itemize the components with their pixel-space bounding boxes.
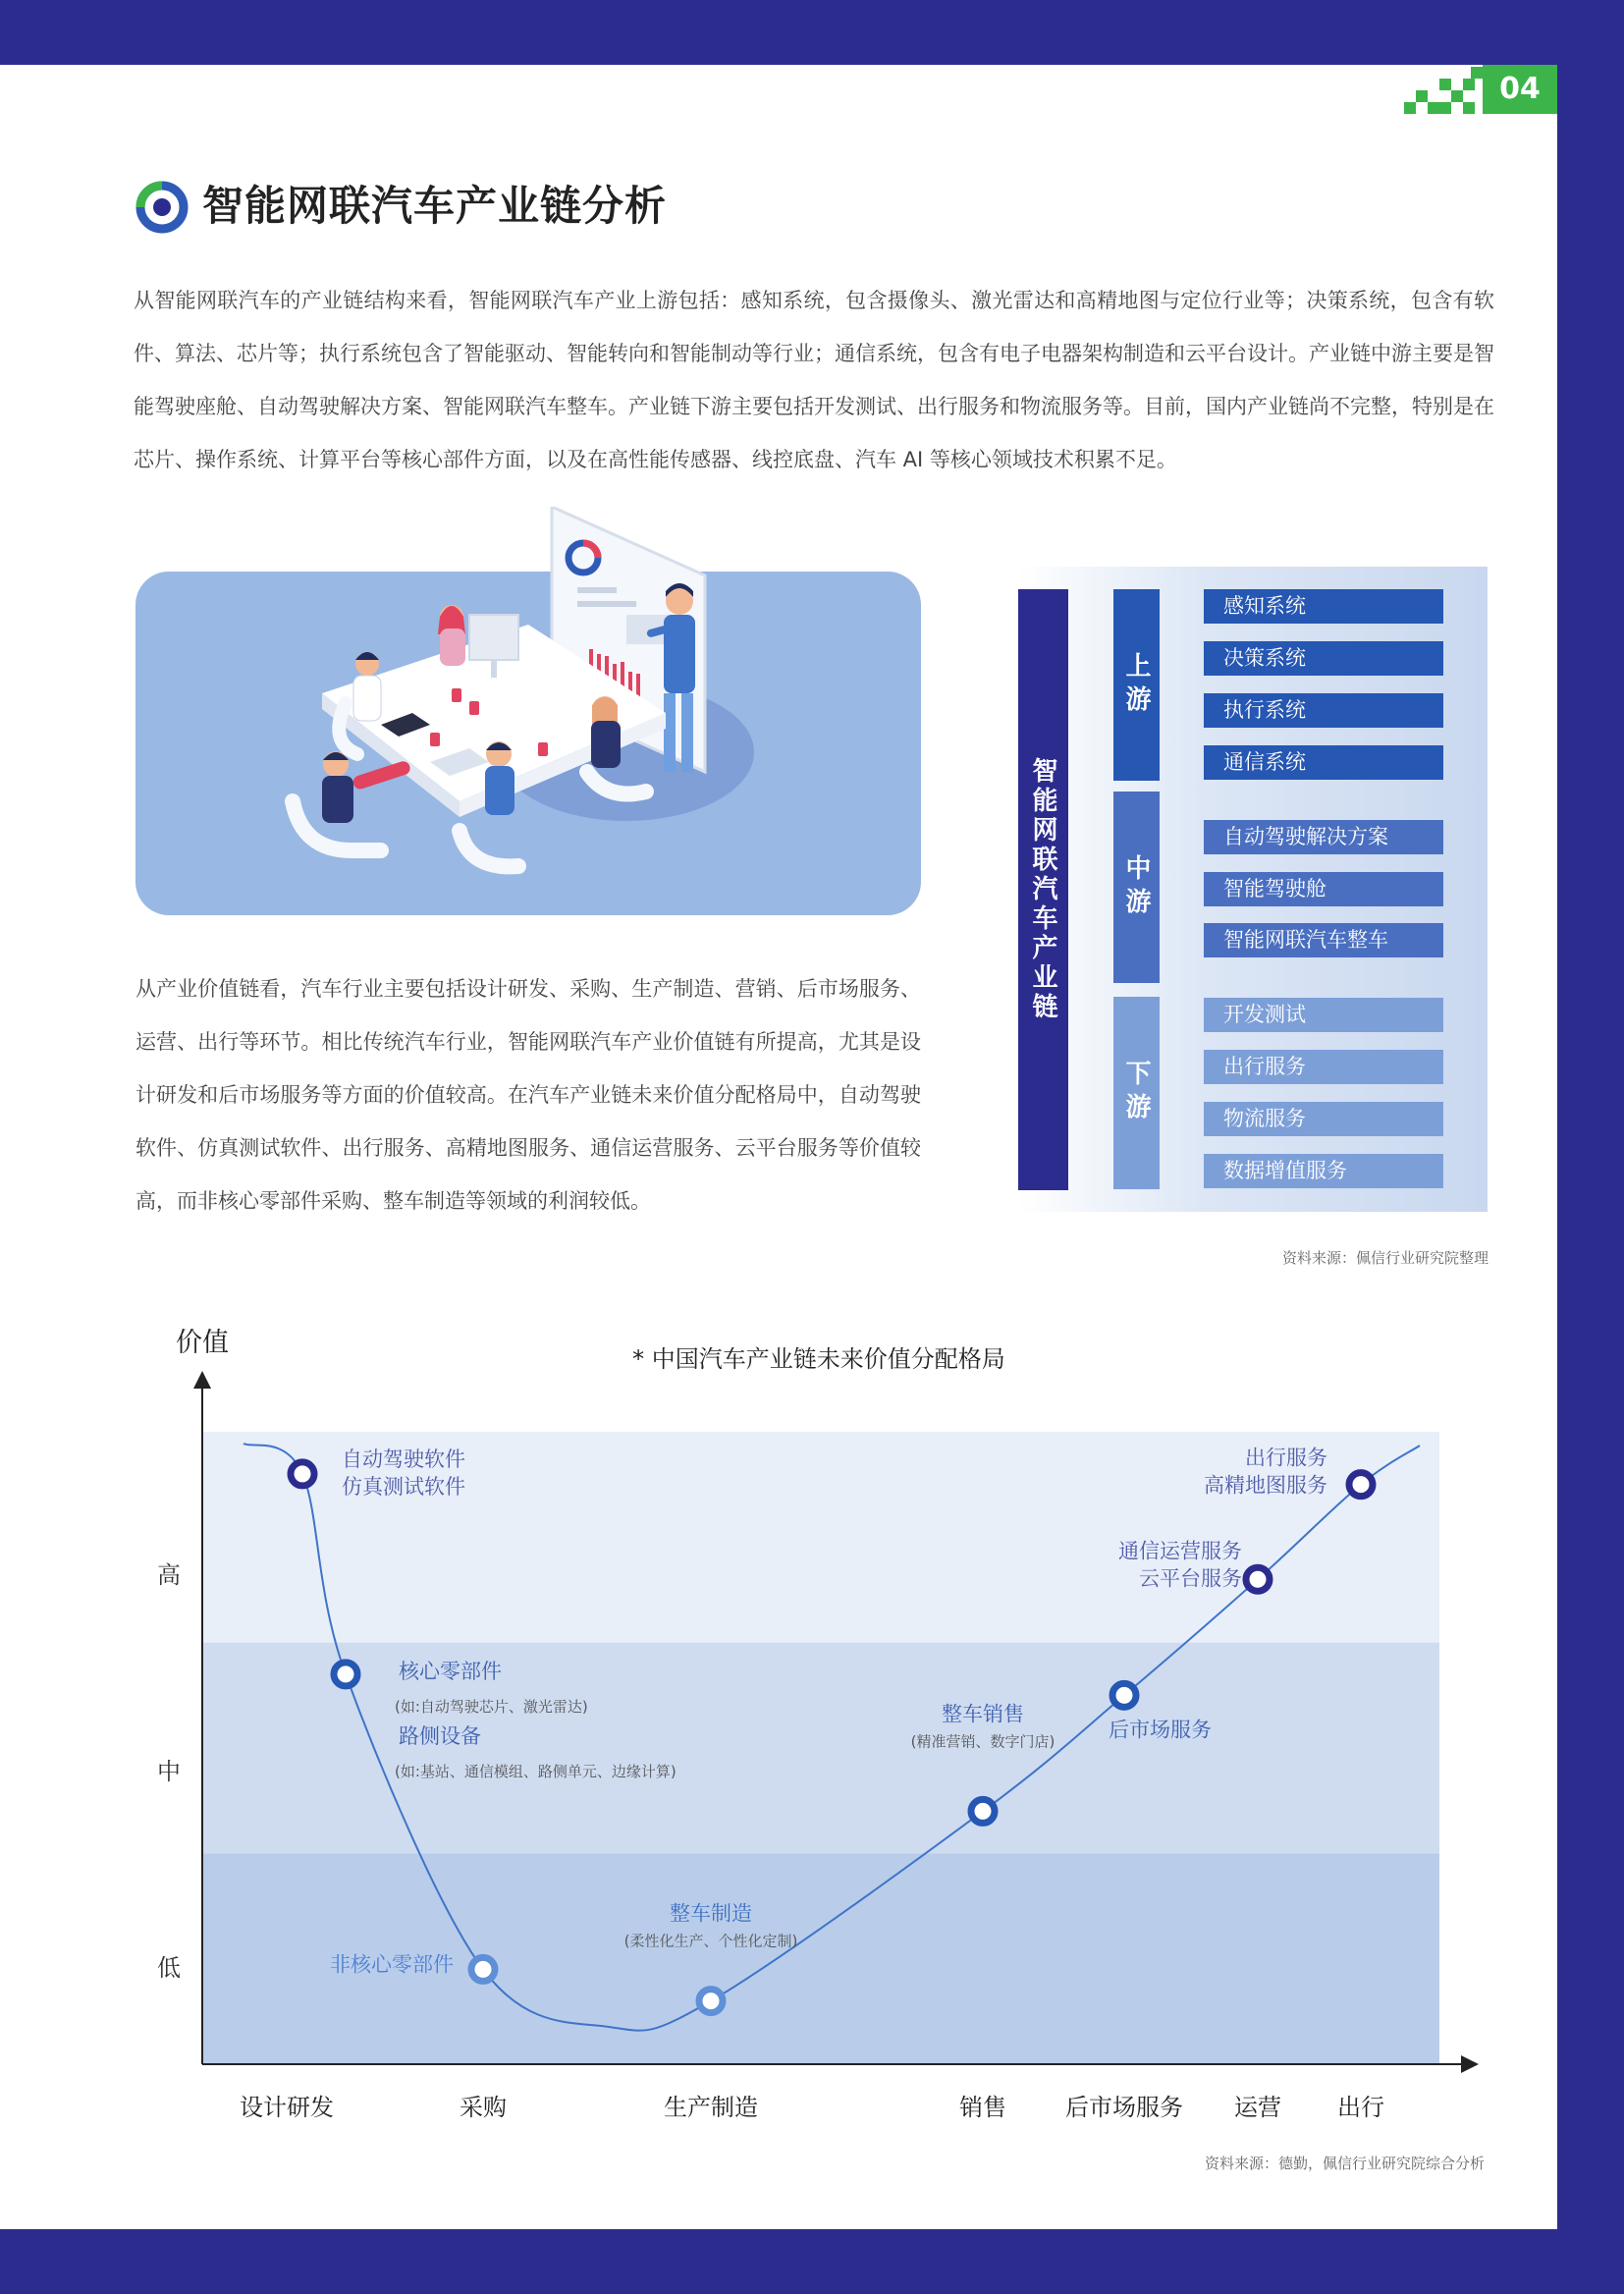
value-point-marker <box>1246 1567 1270 1591</box>
y-axis-label: 价值 <box>176 1328 229 1358</box>
value-distribution-chart <box>0 1306 1624 2170</box>
page-number: 04 <box>1499 72 1541 106</box>
value-point-note: (精准营销、数字门店) <box>910 1732 1056 1751</box>
value-point-marker <box>699 1990 723 2013</box>
team-meeting-illustration <box>135 507 921 919</box>
value-point-marker <box>471 1957 495 1981</box>
x-tick-label: 生产制造 <box>664 2094 758 2121</box>
x-tick-label: 运营 <box>1234 2094 1281 2121</box>
tier-midstream-label: 中游 <box>1121 853 1151 921</box>
industry-chain-main-label: 智能网联汽车产业链 <box>1028 757 1057 1022</box>
value-point-marker <box>971 1799 995 1823</box>
chain-item: 感知系统 <box>1204 589 1443 624</box>
value-point-label: 云平台服务 <box>1139 1566 1242 1591</box>
tier-upstream <box>1113 589 1160 781</box>
value-point-label: 非核心零部件 <box>330 1952 454 1977</box>
value-point-label: 自动驾驶软件 <box>342 1447 465 1471</box>
value-point-label: 整车销售 <box>942 1702 1024 1726</box>
value-point-label: 核心零部件 <box>399 1659 502 1683</box>
chain-source-note: 资料来源：佩信行业研究院整理 <box>1281 1249 1489 1267</box>
chart-title: * 中国汽车产业链未来价值分配格局 <box>632 1345 1005 1373</box>
value-point-label: 路侧设备 <box>399 1723 481 1748</box>
x-tick-label: 销售 <box>959 2094 1006 2121</box>
value-point-label: 出行服务 <box>1245 1446 1327 1470</box>
top-band <box>0 0 1624 65</box>
chain-item: 自动驾驶解决方案 <box>1204 820 1443 854</box>
x-tick-label: 采购 <box>460 2094 507 2121</box>
tier-midstream <box>1113 792 1160 983</box>
chain-item: 执行系统 <box>1204 693 1443 728</box>
value-point-label: 高精地图服务 <box>1204 1473 1327 1498</box>
x-tick-label: 设计研发 <box>240 2094 334 2121</box>
value-chain-paragraph: 从产业价值链看，汽车行业主要包括设计研发、采购、生产制造、营销、后市场服务、运营、出行等环节。相比传统汽车行业，智能网联汽车产业价值链有所提高，尤其是设计研发和后市场服务等方面的价值较高。在汽车产业链未来价值分配格局中，自动驾驶软件、仿真测试软件、出行服务、高精地图服务、通信运营服务、云平台服务等价值较高，而非核心零部件采购、整车制造等领域的利润较低。 <box>135 977 921 1213</box>
chart-source-note: 资料来源：德勤，佩信行业研究院综合分析 <box>1204 2155 1485 2172</box>
value-point-label: 仿真测试软件 <box>342 1474 465 1499</box>
industry-chain-main <box>1018 589 1068 1190</box>
tier-upstream-label: 上游 <box>1121 651 1151 719</box>
x-axis-arrow <box>1461 2055 1479 2073</box>
value-point-marker <box>291 1462 314 1486</box>
value-point-note: (如:自动驾驶芯片、激光雷达) <box>395 1697 588 1716</box>
y-axis-arrow <box>193 1371 211 1389</box>
value-point-label: 通信运营服务 <box>1118 1539 1242 1563</box>
chain-item: 数据增值服务 <box>1204 1154 1443 1188</box>
tier-downstream-label: 下游 <box>1121 1060 1151 1126</box>
page-title: 智能网联汽车产业链分析 <box>202 182 668 230</box>
chain-item: 智能驾驶舱 <box>1204 872 1443 906</box>
value-point-note: (如:基站、通信模组、路侧单元、边缘计算) <box>395 1762 677 1780</box>
y-level-label: 低 <box>157 1954 181 1982</box>
chain-item: 物流服务 <box>1204 1102 1443 1136</box>
intro-paragraph: 从智能网联汽车的产业链结构来看，智能网联汽车产业上游包括：感知系统，包含摄像头、激光雷达和高精地图与定位行业等；决策系统，包含有软件、算法、芯片等；执行系统包含了智能驱动、智能转向和智能制动等行业；通信系统，包含有电子电器架构制造和云平台设计。产业链中游主要是智能驾驶座舱、自动驾驶解决方案、智能网联汽车整车。产业链下游主要包括开发测试、出行服务和物流服务等。目前，国内产业链尚不完整，特别是在芯片、操作系统、计算平台等核心部件方面，以及在高性能传感器、线控底盘、汽车 AI 等核心领域技术积累不足。 <box>134 289 1494 471</box>
value-point-label: 后市场服务 <box>1109 1718 1212 1742</box>
x-tick-label: 出行 <box>1337 2094 1384 2121</box>
chain-item: 开发测试 <box>1204 998 1443 1032</box>
chain-item: 通信系统 <box>1204 745 1443 780</box>
tier-downstream <box>1113 997 1160 1189</box>
chain-item: 决策系统 <box>1204 641 1443 676</box>
value-point-marker <box>1349 1473 1373 1497</box>
value-band <box>202 1643 1439 1854</box>
chain-item: 智能网联汽车整车 <box>1204 923 1443 957</box>
bottom-band <box>0 2229 1624 2294</box>
value-point-note: (柔性化生产、个性化定制) <box>623 1932 798 1950</box>
x-tick-label: 后市场服务 <box>1065 2094 1183 2121</box>
value-point-marker <box>1112 1683 1136 1707</box>
value-point-marker <box>334 1663 357 1686</box>
y-level-label: 中 <box>157 1758 181 1785</box>
title-ring-icon <box>135 181 189 234</box>
chain-item: 出行服务 <box>1204 1050 1443 1084</box>
y-level-label: 高 <box>157 1561 181 1589</box>
value-point-label: 整车制造 <box>670 1901 752 1926</box>
